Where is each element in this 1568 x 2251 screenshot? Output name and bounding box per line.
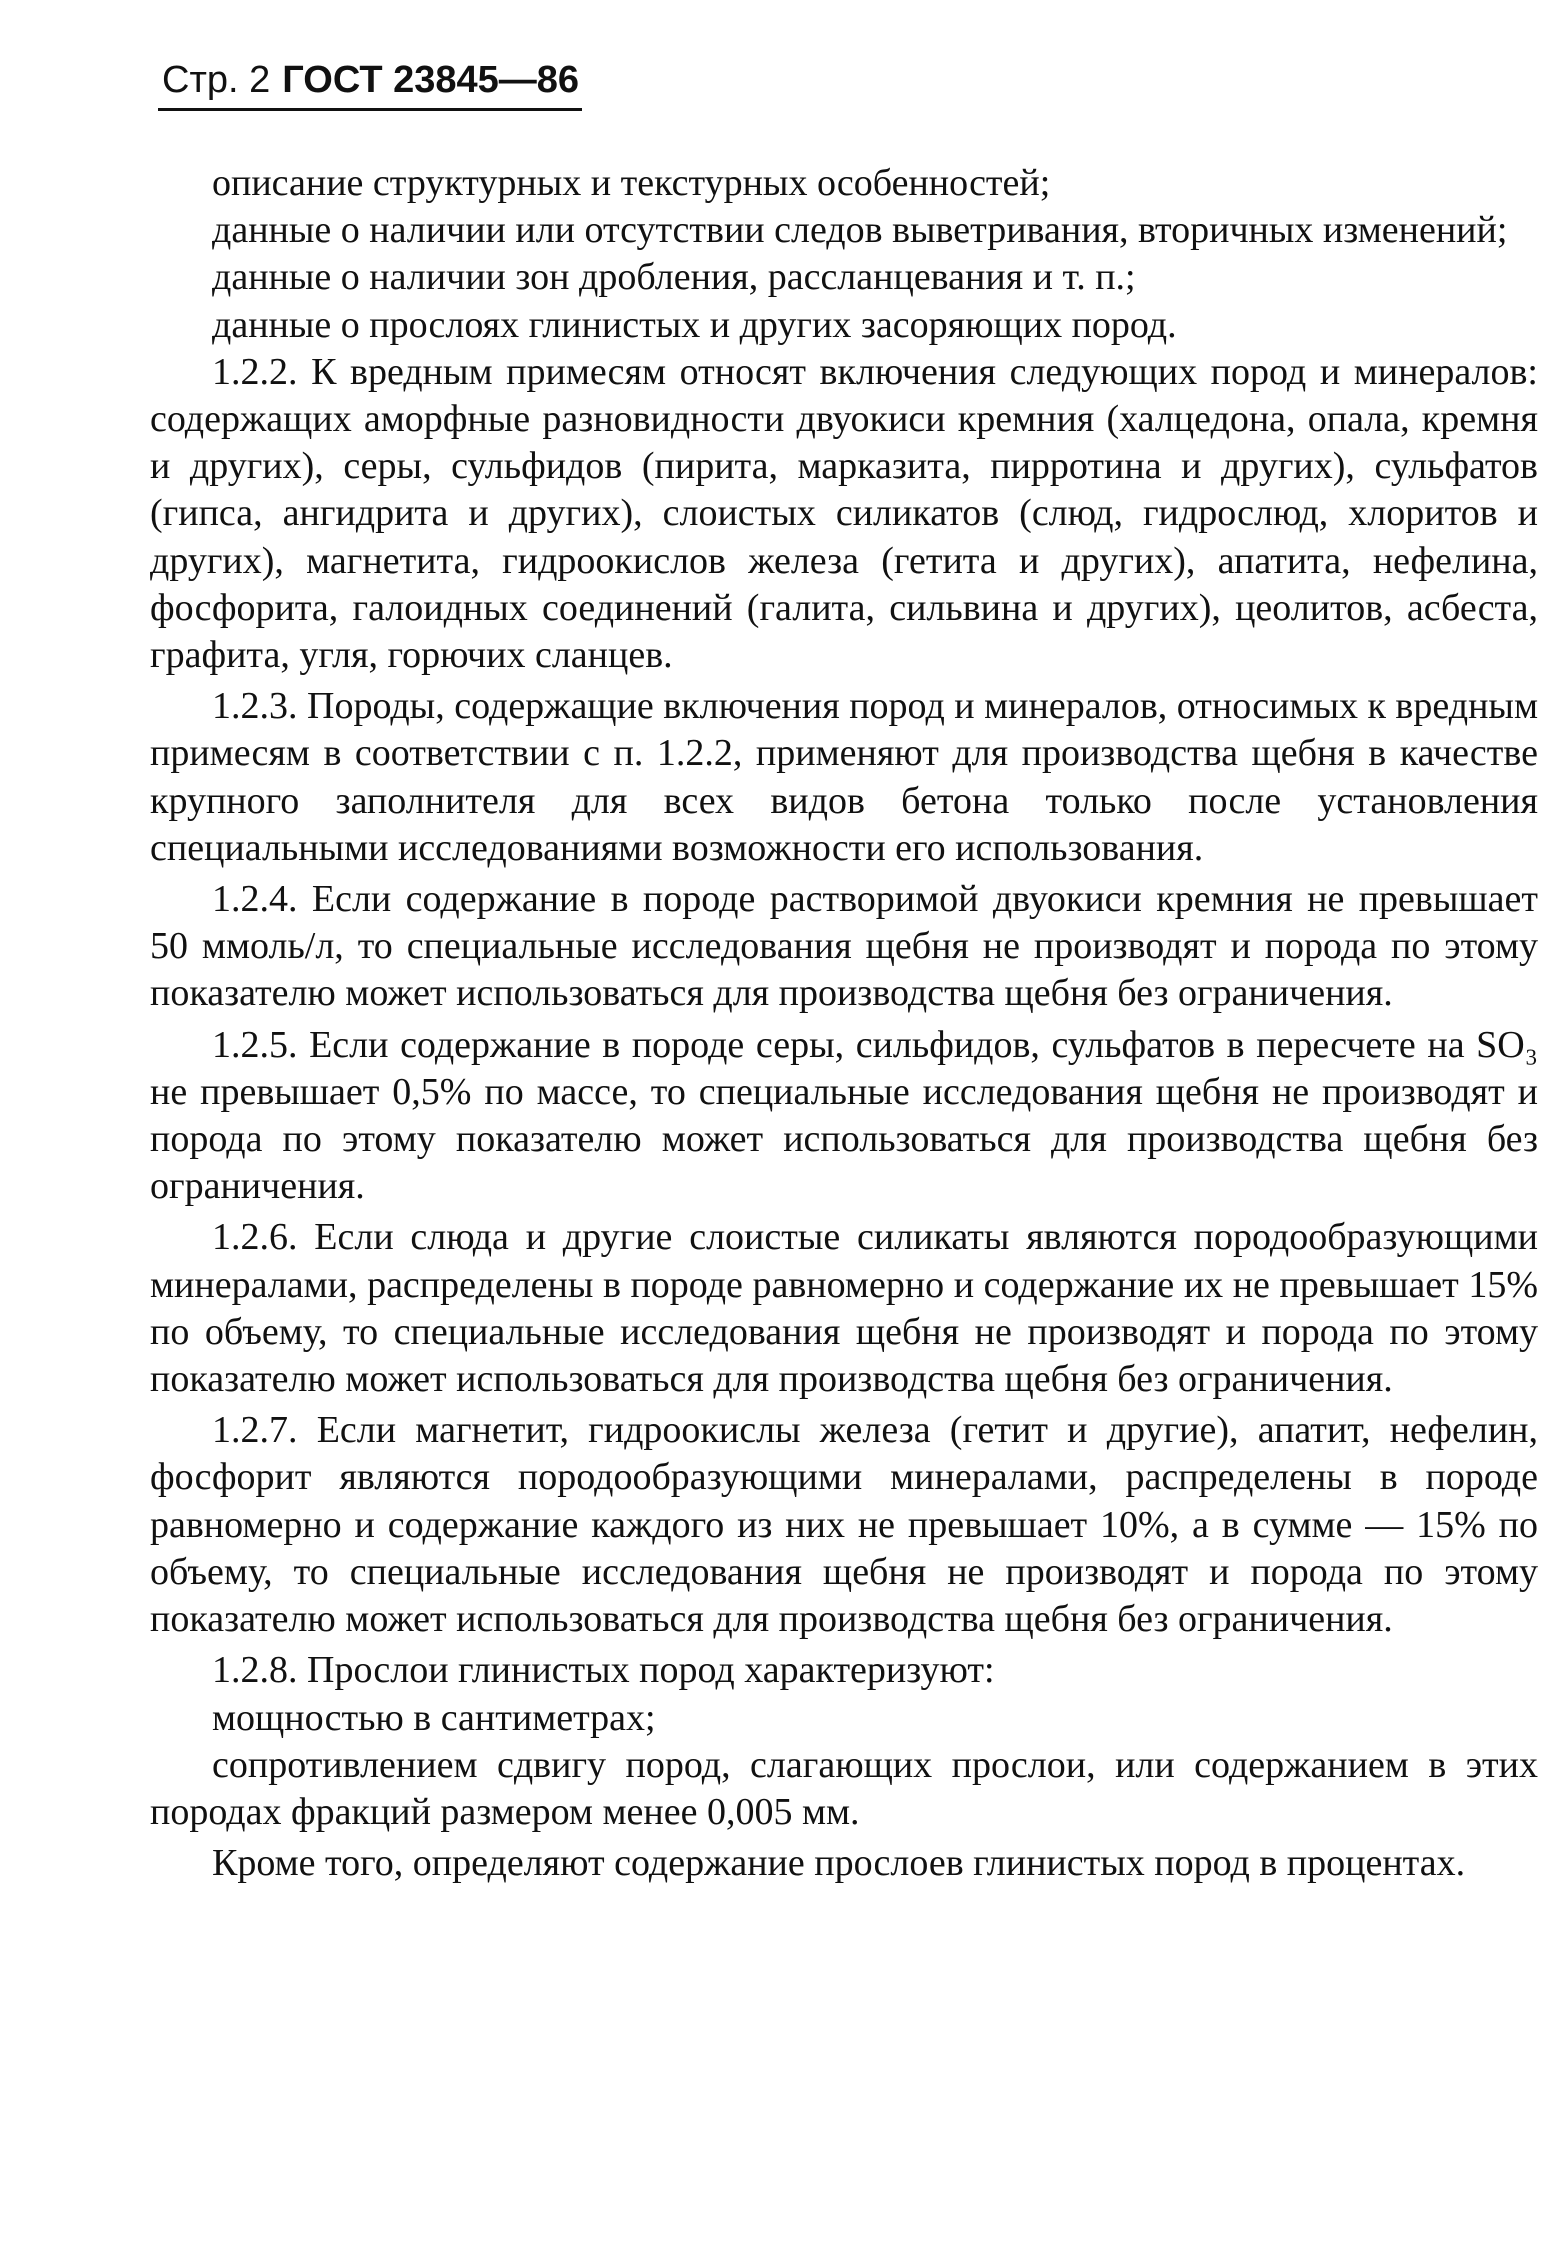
paragraph: сопротивлением сдвигу пород, слагающих прослои, или содержанием в этих породах фракций размером менее 0,005 мм. bbox=[150, 1743, 1538, 1833]
paragraph: Кроме того, определяют содержание прослоев глинистых пород в процентах. bbox=[212, 1842, 1466, 1885]
paragraph-1-2-6: 1.2.6. Если слюда и другие слоистые силикаты являются породообразующими минералами, распределены в породе равномерно и содержание их не превышает 15% по объему, то специальные исследования щебня не производят и порода по этому показателю может использоваться для производства щебня без ограничения. bbox=[150, 1216, 1538, 1401]
body-text bbox=[150, 160, 1538, 1887]
page-header bbox=[162, 58, 579, 102]
document-id: ГОСТ 23845—86 bbox=[282, 59, 580, 101]
paragraph: описание структурных и текстурных особенностей; bbox=[212, 162, 1051, 204]
paragraph: мощностью в сантиметрах; bbox=[212, 1696, 656, 1739]
paragraph-1-2-3: 1.2.3. Породы, содержащие включения пород и минералов, относимых к вредным примесям в соответствии с п. 1.2.2, применяют для производства щебня в качестве крупного заполнителя для всех видов бетона только после установления специальными исследованиями возможности его использования. bbox=[150, 685, 1538, 869]
paragraph-1-2-5: 1.2.5. Если содержание в породе серы, сильфидов, сульфатов в пересчете на SO₃ не превышает 0,5% по массе, то специальные исследования щебня не производят и порода по этому показателю может использоваться для производства щебня без ограничения. bbox=[150, 1023, 1538, 1208]
paragraph-1-2-7: 1.2.7. Если магнетит, гидроокислы железа (гетит и другие), апатит, нефелин, фосфорит являются породообразующими минералами, распределены в породе равномерно и содержание каждого из них не превышает 10%, а в сумме — 15% по объему, то специальные исследования щебня не производят и порода по этому показателю может использоваться для производства щебня без ограничения. bbox=[150, 1409, 1538, 1641]
paragraph-1-2-8: 1.2.8. Прослои глинистых пород характеризуют: bbox=[212, 1649, 995, 1692]
paragraph-1-2-2: 1.2.2. К вредным примесям относят включения следующих пород и минералов: содержащих аморфные разновидности двуокиси кремния (халцедона, опала, кремня и других), серы, сульфидов (пирита, марказита, пирротина и других), сульфатов (гипса, ангидрита и других), слоистых силикатов (слюд, гидрослюд, хлоритов и других), магнетита, гидроокислов железа (гетита и других), апатита, нефелина, фосфорита, галоидных соединений (галита, сильвина и других), цеолитов, асбеста, графита, угля, горючих сланцев. bbox=[150, 350, 1538, 677]
page-number: Стр. 2 bbox=[162, 59, 271, 101]
paragraph: данные о наличии или отсутствии следов выветривания, вторичных изменений; bbox=[212, 209, 1508, 252]
paragraph-1-2-4: 1.2.4. Если содержание в породе растворимой двуокиси кремния не превышает 50 ммоль/л, то специальные исследования щебня не производят и порода по этому показателю может использоваться для производства щебня без ограничения. bbox=[150, 878, 1538, 1015]
paragraph: данные о наличии зон дробления, рассланцевания и т. п.; bbox=[212, 256, 1136, 299]
paragraph: данные о прослоях глинистых и других засоряющих пород. bbox=[212, 303, 1177, 346]
header-rule bbox=[158, 108, 582, 111]
